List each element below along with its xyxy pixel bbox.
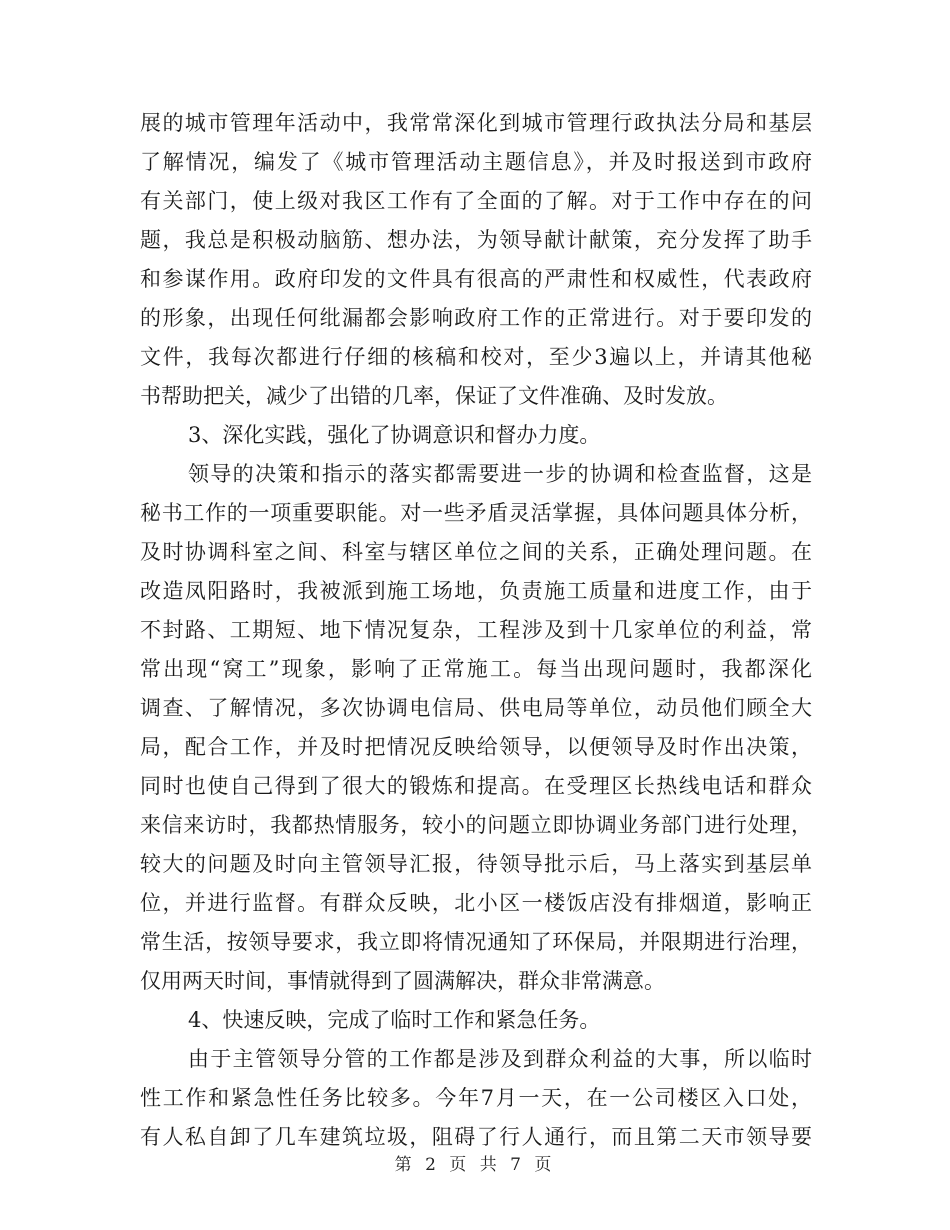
body-text-line: 调查、了解情况，多次协调电信局、供电局等单位，动员他们顾全大 [140,696,812,720]
body-text-line: 的形象，出现任何纰漏都会影响政府工作的正常进行。对于要印发的 [140,306,812,330]
document-body [140,104,812,1157]
body-text-line: 不封路、工期短、地下情况复杂，工程涉及到十几家单位的利益，常 [140,618,812,642]
body-text-line: 改造凤阳路时，我被派到施工场地，负责施工质量和进度工作，由于 [140,579,812,603]
body-text-line: 性工作和紧急性任务比较多。今年7月一天，在一公司楼区入口处， [140,1086,812,1110]
page-number-footer: 第 2 页 共 7 页 [394,1155,556,1175]
body-text-line: 和参谋作用。政府印发的文件具有很高的严肃性和权威性，代表政府 [140,267,812,291]
body-text-line: 较大的问题及时向主管领导汇报，待领导批示后，马上落实到基层单 [140,852,812,876]
body-text-line: 仅用两天时间，事情就得到了圆满解决，群众非常满意。 [140,969,665,993]
body-text-line: 常出现“窝工”现象，影响了正常施工。每当出现问题时，我都深化 [140,657,812,681]
body-text-line: 有人私自卸了几车建筑垃圾，阻碍了行人通行，而且第二天市领导要 [140,1125,812,1149]
section-heading: 4、快速反映，完成了临时工作和紧急任务。 [188,1008,601,1032]
body-text-line: 文件，我每次都进行仔细的核稿和校对，至少3遍以上，并请其他秘 [140,345,812,369]
body-text-line: 来信来访时，我都热情服务，较小的问题立即协调业务部门进行处理， [140,813,812,837]
body-text-line: 书帮助把关，减少了出错的几率，保证了文件准确、及时发放。 [140,384,728,408]
body-text-line: 展的城市管理年活动中，我常常深化到城市管理行政执法分局和基层 [140,111,812,135]
body-text-line: 秘书工作的一项重要职能。对一些矛盾灵活掌握，具体问题具体分析， [140,501,812,525]
body-text-line: 由于主管领导分管的工作都是涉及到群众利益的大事，所以临时 [188,1047,812,1071]
body-text-line: 题，我总是积极动脑筋、想办法，为领导献计献策，充分发挥了助手 [140,228,812,252]
body-text-line: 常生活，按领导要求，我立即将情况通知了环保局，并限期进行治理， [140,930,812,954]
body-text-line: 领导的决策和指示的落实都需要进一步的协调和检查监督，这是 [188,462,812,486]
body-text-line: 同时也使自己得到了很大的锻炼和提高。在受理区长热线电话和群众 [140,774,812,798]
body-text-line: 了解情况，编发了《城市管理活动主题信息》，并及时报送到市政府 [140,150,812,174]
body-text-line: 局，配合工作，并及时把情况反映给领导，以便领导及时作出决策， [140,735,812,759]
body-text-line: 及时协调科室之间、科室与辖区单位之间的关系，正确处理问题。在 [140,540,812,564]
section-heading: 3、深化实践，强化了协调意识和督办力度。 [188,423,601,447]
body-text-line: 有关部门，使上级对我区工作有了全面的了解。对于工作中存在的问 [140,189,812,213]
body-text-line: 位，并进行监督。有群众反映，北小区一楼饭店没有排烟道，影响正 [140,891,812,915]
